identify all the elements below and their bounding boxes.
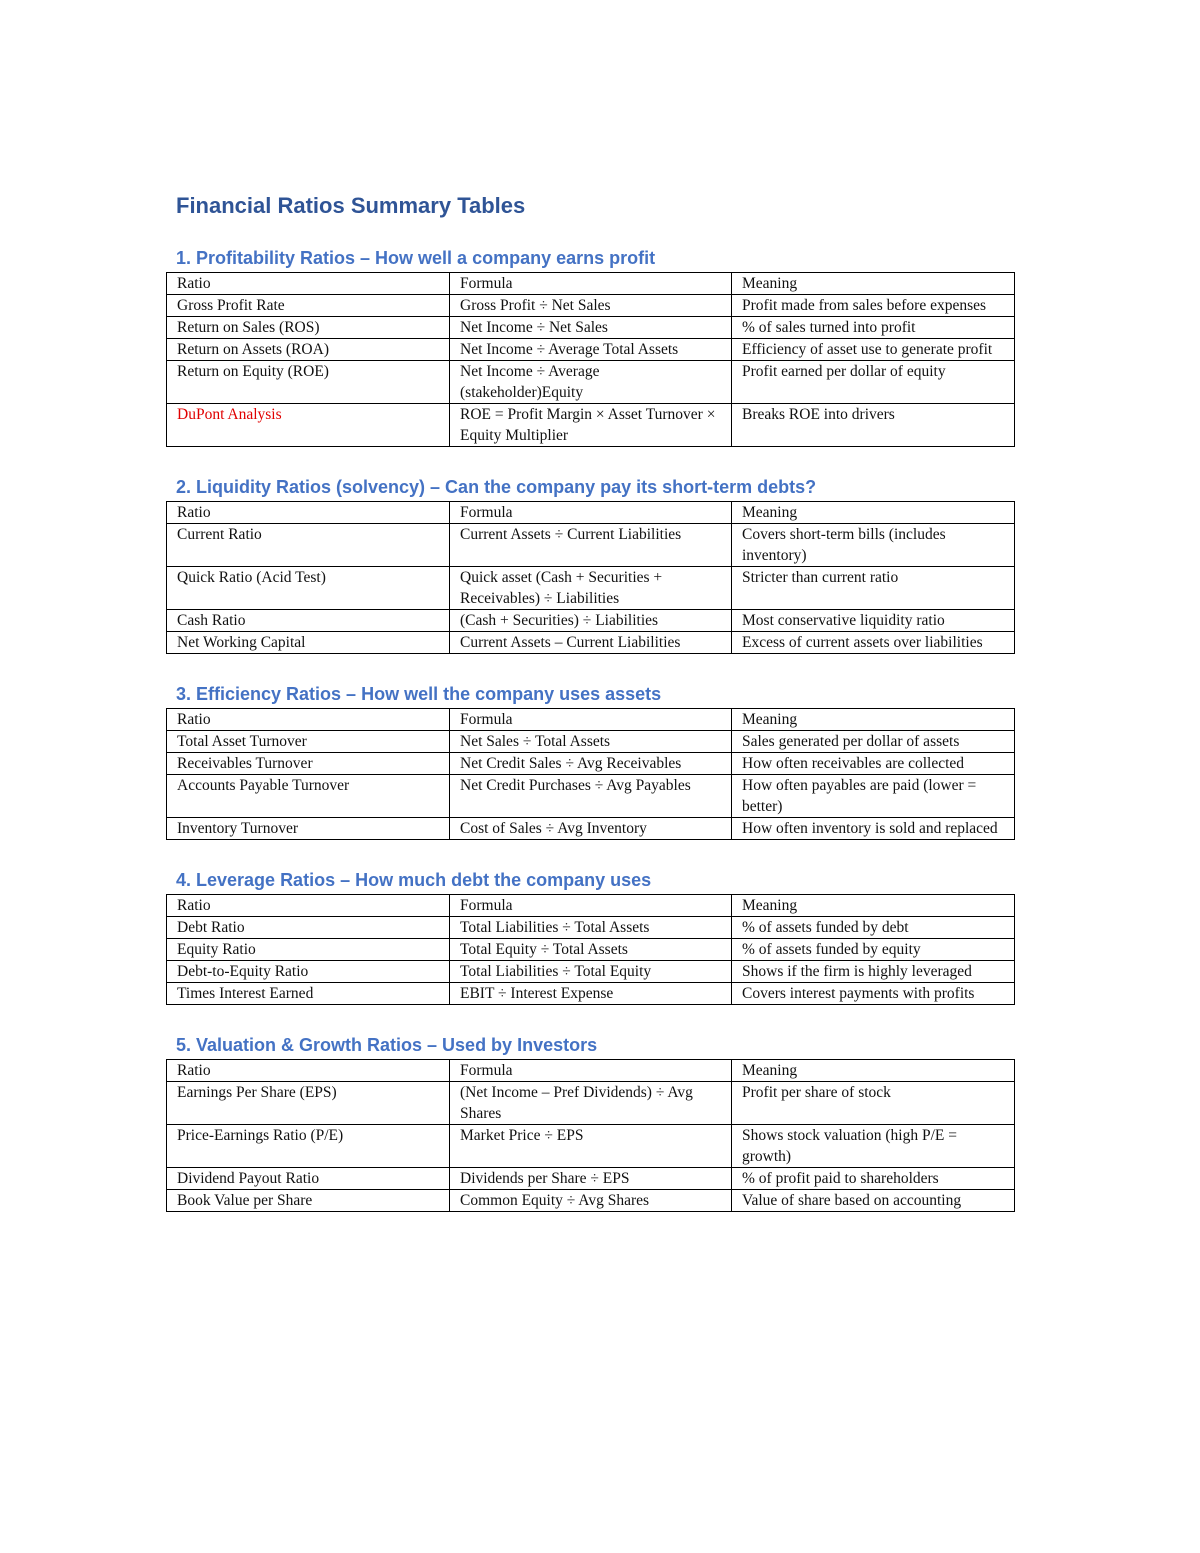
table-row (167, 917, 1015, 939)
ratio-cell: Cash Ratio (167, 610, 450, 632)
section-heading-valuation: 5. Valuation & Growth Ratios – Used by Investors (176, 1035, 598, 1055)
section-heading-liquidity: 2. Liquidity Ratios (solvency) – Can the company pay its short-term debts? (176, 477, 817, 497)
column-header-meaning: Meaning (732, 1060, 1015, 1082)
meaning-cell: Shows if the firm is highly leveraged (732, 961, 1015, 983)
table-row (167, 1082, 1015, 1125)
column-header-meaning: Meaning (732, 895, 1015, 917)
table-row (167, 1168, 1015, 1190)
meaning-cell: Breaks ROE into drivers (732, 404, 1015, 447)
formula-cell: Dividends per Share ÷ EPS (450, 1168, 732, 1190)
ratio-cell: Net Working Capital (167, 632, 450, 654)
table-row (167, 361, 1015, 404)
formula-cell: Current Assets ÷ Current Liabilities (450, 524, 732, 567)
section-heading-efficiency: 3. Efficiency Ratios – How well the company uses assets (176, 684, 662, 704)
document-page (166, 190, 1014, 1238)
formula-cell: Cost of Sales ÷ Avg Inventory (450, 818, 732, 840)
table-row (167, 295, 1015, 317)
meaning-cell: % of assets funded by debt (732, 917, 1015, 939)
meaning-cell: % of profit paid to shareholders (732, 1168, 1015, 1190)
meaning-cell: Efficiency of asset use to generate profit (732, 339, 1015, 361)
table-leverage-ratios (166, 894, 1015, 1005)
ratio-cell: Total Asset Turnover (167, 731, 450, 753)
column-header-meaning: Meaning (732, 709, 1015, 731)
ratio-cell: Debt Ratio (167, 917, 450, 939)
ratio-cell: Quick Ratio (Acid Test) (167, 567, 450, 610)
ratio-cell: Accounts Payable Turnover (167, 775, 450, 818)
table-header-row (167, 273, 1015, 295)
ratio-cell: Earnings Per Share (EPS) (167, 1082, 450, 1125)
table-row (167, 1190, 1015, 1212)
column-header-ratio: Ratio (167, 709, 450, 731)
table-row (167, 524, 1015, 567)
ratio-cell: Equity Ratio (167, 939, 450, 961)
formula-cell: EBIT ÷ Interest Expense (450, 983, 732, 1005)
column-header-formula: Formula (450, 895, 732, 917)
table-row (167, 317, 1015, 339)
formula-cell: (Net Income – Pref Dividends) ÷ Avg Shares (450, 1082, 732, 1125)
meaning-cell: Shows stock valuation (high P/E = growth) (732, 1125, 1015, 1168)
formula-cell: Net Income ÷ Net Sales (450, 317, 732, 339)
meaning-cell: Profit earned per dollar of equity (732, 361, 1015, 404)
formula-cell: Net Income ÷ Average (stakeholder)Equity (450, 361, 732, 404)
column-header-ratio: Ratio (167, 273, 450, 295)
meaning-cell: Most conservative liquidity ratio (732, 610, 1015, 632)
ratio-cell: Price-Earnings Ratio (P/E) (167, 1125, 450, 1168)
meaning-cell: Stricter than current ratio (732, 567, 1015, 610)
table-row (167, 1125, 1015, 1168)
meaning-cell: % of sales turned into profit (732, 317, 1015, 339)
formula-cell: ROE = Profit Margin × Asset Turnover × Equity Multiplier (450, 404, 732, 447)
meaning-cell: Covers interest payments with profits (732, 983, 1015, 1005)
column-header-formula: Formula (450, 502, 732, 524)
formula-cell: Gross Profit ÷ Net Sales (450, 295, 732, 317)
section-heading-leverage: 4. Leverage Ratios – How much debt the company uses (176, 870, 652, 890)
meaning-cell: Sales generated per dollar of assets (732, 731, 1015, 753)
table-row (167, 610, 1015, 632)
formula-cell: Net Sales ÷ Total Assets (450, 731, 732, 753)
formula-cell: Common Equity ÷ Avg Shares (450, 1190, 732, 1212)
table-row (167, 567, 1015, 610)
meaning-cell: % of assets funded by equity (732, 939, 1015, 961)
table-header-row (167, 895, 1015, 917)
formula-cell: (Cash + Securities) ÷ Liabilities (450, 610, 732, 632)
ratio-cell: Book Value per Share (167, 1190, 450, 1212)
table-row (167, 753, 1015, 775)
column-header-ratio: Ratio (167, 1060, 450, 1082)
column-header-formula: Formula (450, 273, 732, 295)
table-profitability-ratios (166, 272, 1015, 447)
table-row (167, 775, 1015, 818)
table-liquidity-ratios (166, 501, 1015, 654)
ratio-cell: Gross Profit Rate (167, 295, 450, 317)
ratio-cell: Times Interest Earned (167, 983, 450, 1005)
table-header-row (167, 709, 1015, 731)
table-row (167, 339, 1015, 361)
meaning-cell: How often receivables are collected (732, 753, 1015, 775)
meaning-cell: How often payables are paid (lower = better) (732, 775, 1015, 818)
formula-cell: Total Equity ÷ Total Assets (450, 939, 732, 961)
document-title: Financial Ratios Summary Tables (176, 193, 526, 218)
formula-cell: Total Liabilities ÷ Total Equity (450, 961, 732, 983)
column-header-meaning: Meaning (732, 502, 1015, 524)
ratio-cell: Return on Sales (ROS) (167, 317, 450, 339)
ratio-cell-highlighted: DuPont Analysis (167, 404, 450, 447)
meaning-cell: Excess of current assets over liabilities (732, 632, 1015, 654)
formula-cell: Current Assets – Current Liabilities (450, 632, 732, 654)
ratio-cell: Inventory Turnover (167, 818, 450, 840)
column-header-formula: Formula (450, 1060, 732, 1082)
ratio-cell: Return on Assets (ROA) (167, 339, 450, 361)
ratio-cell: Dividend Payout Ratio (167, 1168, 450, 1190)
column-header-meaning: Meaning (732, 273, 1015, 295)
table-row (167, 731, 1015, 753)
column-header-ratio: Ratio (167, 895, 450, 917)
table-efficiency-ratios (166, 708, 1015, 840)
table-header-row (167, 502, 1015, 524)
table-row (167, 939, 1015, 961)
table-row (167, 983, 1015, 1005)
ratio-cell: Debt-to-Equity Ratio (167, 961, 450, 983)
table-row (167, 818, 1015, 840)
formula-cell: Total Liabilities ÷ Total Assets (450, 917, 732, 939)
table-row (167, 961, 1015, 983)
section-heading-profitability: 1. Profitability Ratios – How well a company earns profit (176, 248, 656, 268)
meaning-cell: Profit per share of stock (732, 1082, 1015, 1125)
column-header-formula: Formula (450, 709, 732, 731)
table-row (167, 404, 1015, 447)
table-row (167, 632, 1015, 654)
meaning-cell: Covers short-term bills (includes inventory) (732, 524, 1015, 567)
table-valuation-ratios (166, 1059, 1015, 1212)
formula-cell: Net Income ÷ Average Total Assets (450, 339, 732, 361)
ratio-cell: Current Ratio (167, 524, 450, 567)
ratio-cell: Return on Equity (ROE) (167, 361, 450, 404)
formula-cell: Net Credit Purchases ÷ Avg Payables (450, 775, 732, 818)
table-header-row (167, 1060, 1015, 1082)
formula-cell: Market Price ÷ EPS (450, 1125, 732, 1168)
formula-cell: Net Credit Sales ÷ Avg Receivables (450, 753, 732, 775)
ratio-cell: Receivables Turnover (167, 753, 450, 775)
meaning-cell: Profit made from sales before expenses (732, 295, 1015, 317)
meaning-cell: How often inventory is sold and replaced (732, 818, 1015, 840)
meaning-cell: Value of share based on accounting (732, 1190, 1015, 1212)
column-header-ratio: Ratio (167, 502, 450, 524)
formula-cell: Quick asset (Cash + Securities + Receivables) ÷ Liabilities (450, 567, 732, 610)
